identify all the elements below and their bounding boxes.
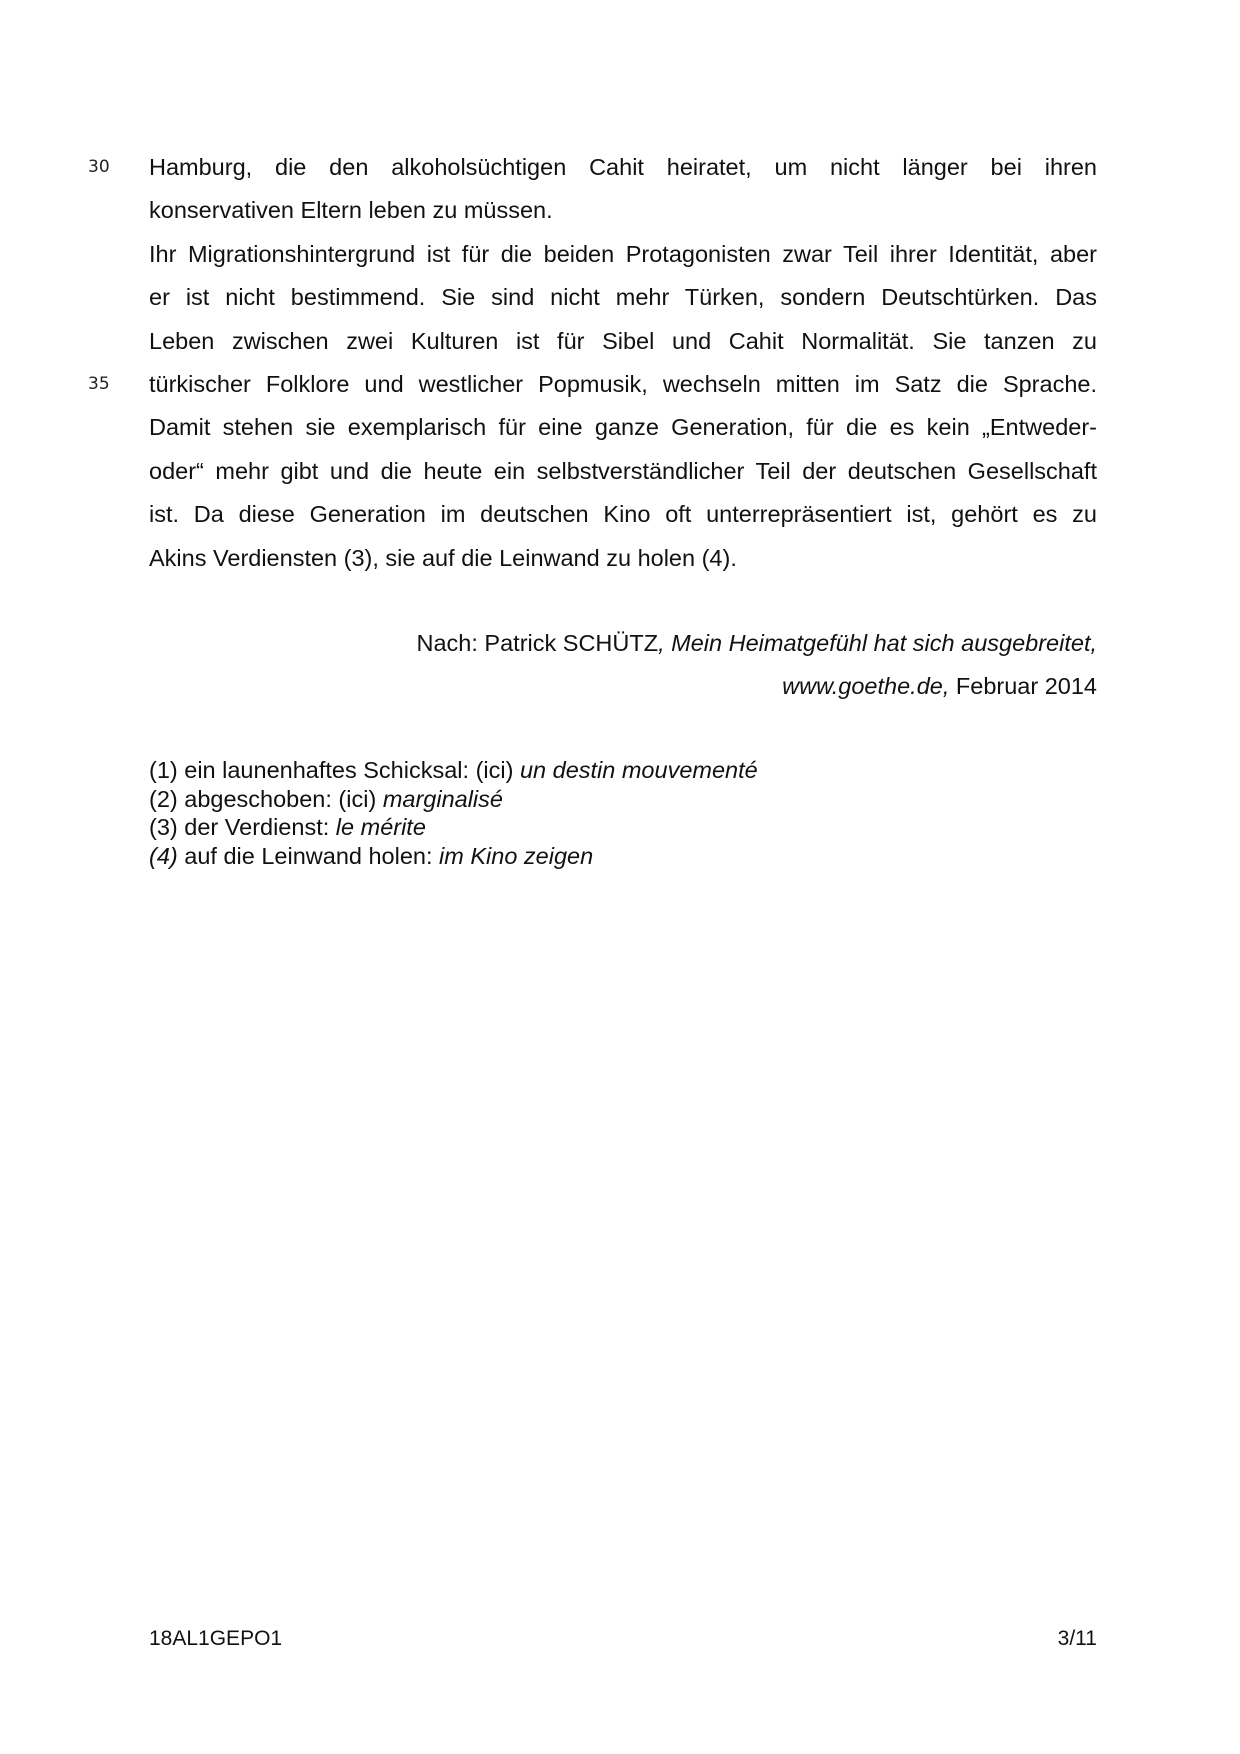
- citation-line-2: [197, 665, 1097, 708]
- text-line: [149, 450, 1097, 493]
- citation-line-1: [197, 622, 1097, 665]
- footnote-translation: marginalisé: [382, 785, 503, 812]
- line-number: 35: [88, 373, 110, 394]
- footnote-term: auf die Leinwand holen:: [177, 842, 440, 869]
- line-text: ist. Da diese Generation im deutschen Kino oft unterrepräsentiert ist, gehört es zu: [149, 501, 1097, 528]
- citation-date: Februar 2014: [949, 673, 1097, 700]
- footnote-number: (4): [149, 842, 178, 869]
- line-text: Hamburg, die den alkoholsüchtigen Cahit heiratet, um nicht länger bei ihren: [149, 154, 1097, 180]
- text-line: [149, 537, 1097, 580]
- footnote-term: (1) ein launenhaftes Schicksal: (ici): [149, 757, 520, 783]
- line-text: Ihr Migrationshintergrund ist für die beiden Protagonisten zwar Teil ihrer Identität, aber: [149, 240, 1097, 267]
- text-line: [149, 276, 1097, 319]
- line-text: konservativen Eltern leben zu müssen.: [149, 197, 553, 224]
- text-line: [149, 406, 1097, 449]
- footnotes: [149, 756, 1049, 870]
- footnote-translation: un destin mouvementé: [519, 757, 758, 783]
- line-text: Leben zwischen zwei Kulturen ist für Sibel und Cahit Normalität. Sie tanzen zu: [149, 327, 1097, 354]
- exam-code: 18AL1GEPO1: [149, 1627, 283, 1650]
- footnote-term: (3) der Verdienst:: [149, 814, 336, 840]
- footnote-term: (2) abgeschoben: (ici): [149, 785, 383, 812]
- line-text: Akins Verdiensten (3), sie auf die Leinwand zu holen (4).: [149, 544, 737, 571]
- citation-title: , Mein Heimatgefühl hat sich ausgebreitet,: [658, 630, 1097, 656]
- text-line: [149, 189, 1097, 232]
- citation-website: www.goethe.de,: [782, 673, 950, 700]
- footnote: [149, 785, 1049, 814]
- footnote-translation: im Kino zeigen: [439, 842, 594, 869]
- line-number: 30: [88, 157, 110, 177]
- text-line: [88, 146, 1097, 189]
- text-line: [149, 233, 1097, 276]
- text-line: [88, 363, 1097, 406]
- line-text: er ist nicht bestimmend. Sie sind nicht mehr Türken, sondern Deutschtürken. Das: [149, 284, 1097, 311]
- line-text: türkischer Folklore und westlicher Popmusik, wechseln mitten im Satz die Sprache.: [149, 370, 1097, 397]
- text-line: [149, 493, 1097, 536]
- footnote: [149, 813, 1049, 842]
- footnote: [149, 756, 1049, 785]
- citation-author: Nach: Patrick SCHÜTZ: [416, 630, 659, 656]
- text-line: [149, 320, 1097, 363]
- line-text: oder“ mehr gibt und die heute ein selbstverständlicher Teil der deutschen Gesellschaft: [149, 457, 1097, 484]
- footnote-translation: le mérite: [335, 814, 426, 840]
- main-text-block: [88, 146, 1097, 580]
- line-text: Damit stehen sie exemplarisch für eine ganze Generation, für die es kein „Entweder-: [149, 414, 1097, 441]
- source-citation: [197, 622, 1097, 709]
- page-number: 3/11: [1057, 1627, 1097, 1650]
- footnote: [149, 842, 1049, 871]
